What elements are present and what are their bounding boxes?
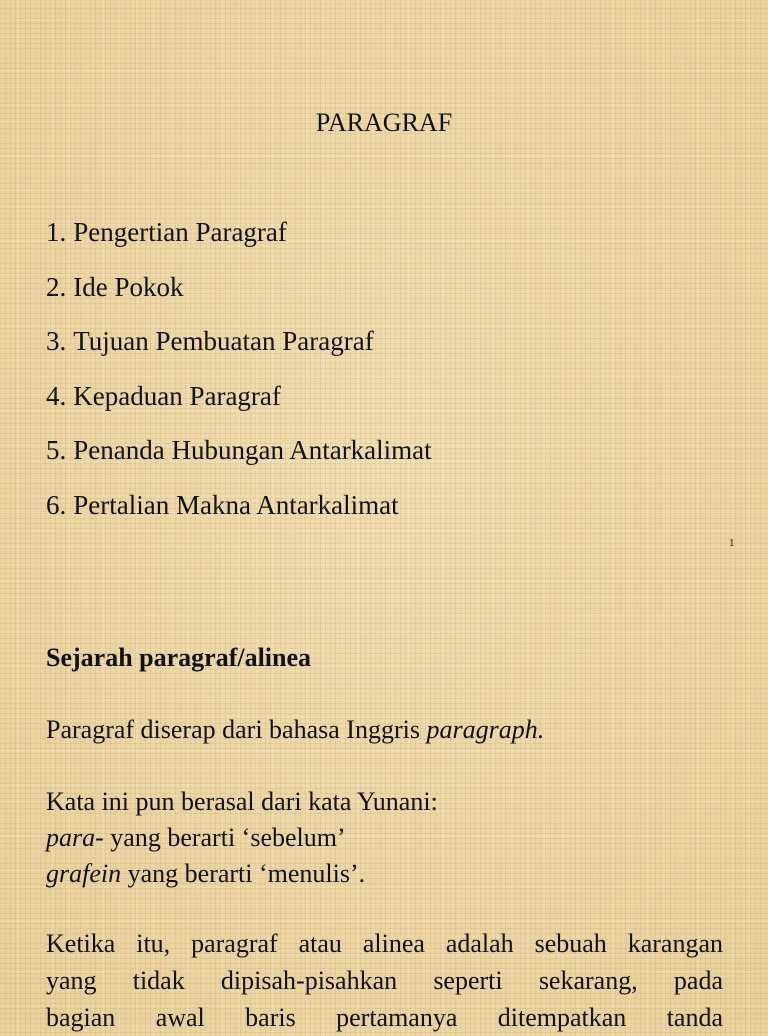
item-text: Kepaduan Paragraf [73,380,281,411]
term-definition: yang berarti ‘menulis’. [121,859,366,888]
text-line: Ketika itu, paragraf atau alinea adalah sebuah karangan [46,929,723,958]
etymology-line [46,856,723,892]
item-text: Pengertian Paragraf [73,217,287,247]
item-number: 6. [46,489,67,520]
list-item [46,269,432,324]
english-term: paragraph. [426,715,545,744]
etymology-intro: Kata ini pun berasal dari kata Yunani: [46,787,438,816]
paragraph-etymology [46,784,723,892]
greek-term: para [46,823,96,852]
item-number: 2. [46,271,67,302]
etymology-line [46,820,723,856]
list-item [46,323,432,378]
section-heading: Sejarah paragraf/alinea [46,643,312,672]
item-text: Ide Pokok [73,271,184,302]
item-number: 1. [46,217,67,247]
item-text: Tujuan Pembuatan Paragraf [73,326,374,357]
slide-title: PARAGRAF [315,108,453,137]
list-item [46,432,432,487]
term-definition: - yang berarti ‘sebelum’ [95,823,346,852]
slide-history [0,560,768,1032]
list-item [46,214,432,269]
item-number: 5. [46,435,67,466]
item-text: Pertalian Makna Antarkalimat [73,489,399,520]
text-line: bagian awal baris pertamanya ditempatkan tanda [46,1003,723,1032]
list-item [46,378,432,433]
origin-text: Paragraf diserap dari bahasa Inggris [46,715,427,744]
item-number: 4. [46,380,67,411]
list-item [46,487,432,542]
topic-list [46,214,432,542]
greek-term: grafein [46,859,122,888]
item-text: Penanda Hubungan Antarkalimat [73,435,432,466]
paragraph-origin [46,712,723,748]
text-line: yang tidak dipisah-pisahkan seperti sekarang, pada [46,966,723,995]
page-number: 1 [729,537,735,549]
item-number: 3. [46,326,67,357]
paragraph-description [46,925,723,1036]
